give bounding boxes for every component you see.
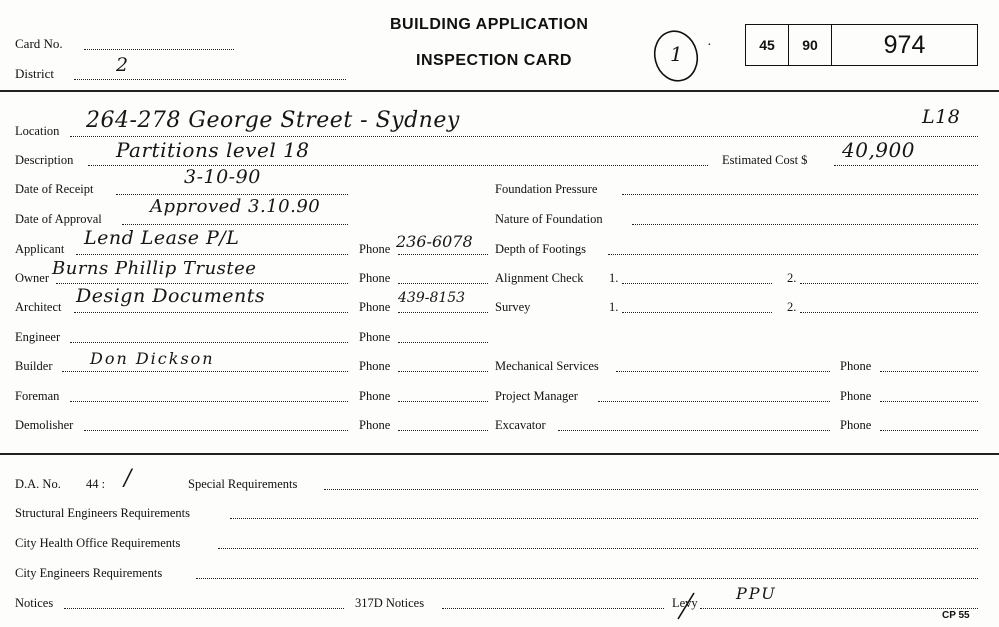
body-divider <box>0 453 999 455</box>
date-approval-value: Approved 3.10.90 <box>150 196 321 217</box>
owner-value: Burns Phillip Trustee <box>52 258 257 279</box>
estimated-cost-field[interactable] <box>834 165 978 166</box>
date-receipt-label: Date of Receipt <box>15 182 94 196</box>
code-box-b-text: 90 <box>802 37 818 53</box>
builder-phone-field[interactable] <box>398 371 488 372</box>
survey-num1: 1. <box>609 300 619 314</box>
alignment-field-2[interactable] <box>800 283 978 284</box>
builder-field[interactable] <box>62 371 348 372</box>
district-label: District <box>15 66 54 81</box>
project-manager-field[interactable] <box>598 401 830 402</box>
structural-req-field[interactable] <box>230 518 978 519</box>
excavator-field[interactable] <box>558 430 830 431</box>
date-approval-label: Date of Approval <box>15 212 102 226</box>
district-value: 2 <box>116 54 129 76</box>
da-value: 44 : <box>86 477 106 491</box>
mechanical-phone-label: Phone <box>840 359 872 373</box>
foreman-field[interactable] <box>70 401 348 402</box>
survey-label: Survey <box>495 300 531 314</box>
code-box-c-text: 974 <box>883 30 926 59</box>
date-approval-field[interactable] <box>122 224 348 225</box>
date-receipt-field[interactable] <box>116 194 348 195</box>
alignment-check-label: Alignment Check <box>495 271 584 285</box>
description-value: Partitions level 18 <box>116 138 310 162</box>
excavator-phone-label: Phone <box>840 418 872 432</box>
levy-label: Levy <box>672 596 698 610</box>
builder-value: Don Dickson <box>90 349 215 368</box>
applicant-field[interactable] <box>76 254 348 255</box>
nature-foundation-field[interactable] <box>632 224 978 225</box>
owner-field[interactable] <box>56 283 348 284</box>
owner-phone-label: Phone <box>359 271 391 285</box>
project-manager-phone-label: Phone <box>840 389 872 403</box>
applicant-phone-value: 236-6078 <box>396 232 473 251</box>
architect-phone-value: 439-8153 <box>398 290 466 306</box>
description-label: Description <box>15 153 74 167</box>
engineer-field[interactable] <box>70 342 348 343</box>
strike-mark-icon <box>672 590 700 622</box>
card-no-label: Card No. <box>15 36 63 51</box>
alignment-num1: 1. <box>609 271 619 285</box>
project-manager-phone-field[interactable] <box>880 401 978 402</box>
code-box-a-text: 45 <box>759 37 775 53</box>
dot-mark: · <box>707 38 712 53</box>
architect-field[interactable] <box>74 312 348 313</box>
location-value: 264-278 George Street - Sydney <box>86 108 460 133</box>
special-req-field[interactable] <box>324 489 978 490</box>
foundation-pressure-field[interactable] <box>622 194 978 195</box>
builder-phone-label: Phone <box>359 359 391 373</box>
architect-phone-label: Phone <box>359 300 391 314</box>
applicant-label: Applicant <box>15 242 65 256</box>
structural-req-label: Structural Engineers Requirements <box>15 506 190 520</box>
owner-phone-field[interactable] <box>398 283 488 284</box>
estimated-cost-value: 40,900 <box>842 138 915 162</box>
mechanical-phone-field[interactable] <box>880 371 978 372</box>
health-req-label: City Health Office Requirements <box>15 536 181 550</box>
applicant-value: Lend Lease P/L <box>84 227 240 249</box>
levy-field[interactable] <box>700 608 978 609</box>
header-divider <box>0 90 999 92</box>
code-box-c <box>831 24 978 66</box>
architect-label: Architect <box>15 300 62 314</box>
engineer-label: Engineer <box>15 330 61 344</box>
engineer-phone-label: Phone <box>359 330 391 344</box>
survey-field-1[interactable] <box>622 312 772 313</box>
applicant-phone-field[interactable] <box>398 254 488 255</box>
district-field[interactable] <box>74 79 346 80</box>
project-manager-label: Project Manager <box>495 389 578 403</box>
levy-strike-mark <box>672 590 700 622</box>
owner-label: Owner <box>15 271 50 285</box>
applicant-phone-label: Phone <box>359 242 391 256</box>
foreman-phone-label: Phone <box>359 389 391 403</box>
foundation-pressure-label: Foundation Pressure <box>495 182 598 196</box>
card-no-field[interactable] <box>84 49 234 50</box>
survey-num2: 2. <box>787 300 797 314</box>
code-box-b <box>788 24 832 66</box>
da-label: D.A. No. <box>15 477 61 491</box>
survey-field-2[interactable] <box>800 312 978 313</box>
demolisher-field[interactable] <box>84 430 348 431</box>
engineers-req-label: City Engineers Requirements <box>15 566 163 580</box>
special-req-label: Special Requirements <box>188 477 298 491</box>
mechanical-label: Mechanical Services <box>495 359 599 373</box>
excavator-label: Excavator <box>495 418 546 432</box>
architect-value: Design Documents <box>76 285 266 307</box>
alignment-field-1[interactable] <box>622 283 772 284</box>
demolisher-phone-label: Phone <box>359 418 391 432</box>
excavator-phone-field[interactable] <box>880 430 978 431</box>
notices-label: Notices <box>15 596 54 610</box>
demolisher-phone-field[interactable] <box>398 430 488 431</box>
foreman-label: Foreman <box>15 389 60 403</box>
circled-mark <box>650 28 702 84</box>
title-line1: BUILDING APPLICATION <box>390 16 589 33</box>
engineers-req-field[interactable] <box>196 578 978 579</box>
notices-field[interactable] <box>64 608 344 609</box>
title-line2: INSPECTION CARD <box>416 52 572 69</box>
form-code: CP 55 <box>942 610 970 621</box>
demolisher-label: Demolisher <box>15 418 74 432</box>
foreman-phone-field[interactable] <box>398 401 488 402</box>
depth-footings-field[interactable] <box>608 254 978 255</box>
location-field[interactable] <box>70 136 978 137</box>
circled-mark-text: 1 <box>670 42 683 66</box>
description-field[interactable] <box>88 165 708 166</box>
health-req-field[interactable] <box>218 548 978 549</box>
depth-footings-label: Depth of Footings <box>495 242 586 256</box>
location-ref: L18 <box>922 106 961 128</box>
alignment-num2: 2. <box>787 271 797 285</box>
estimated-cost-label: Estimated Cost $ <box>722 153 808 167</box>
mechanical-field[interactable] <box>616 371 830 372</box>
architect-phone-field[interactable] <box>398 312 488 313</box>
builder-label: Builder <box>15 359 53 373</box>
nature-foundation-label: Nature of Foundation <box>495 212 603 226</box>
notices-317d-label: 317D Notices <box>355 596 425 610</box>
date-receipt-value: 3-10-90 <box>184 166 261 188</box>
code-box-a <box>745 24 789 66</box>
notices-317d-field[interactable] <box>442 608 664 609</box>
da-mark: / <box>124 466 132 491</box>
location-label: Location <box>15 124 60 138</box>
engineer-phone-field[interactable] <box>398 342 488 343</box>
levy-value: PPU <box>736 584 777 603</box>
